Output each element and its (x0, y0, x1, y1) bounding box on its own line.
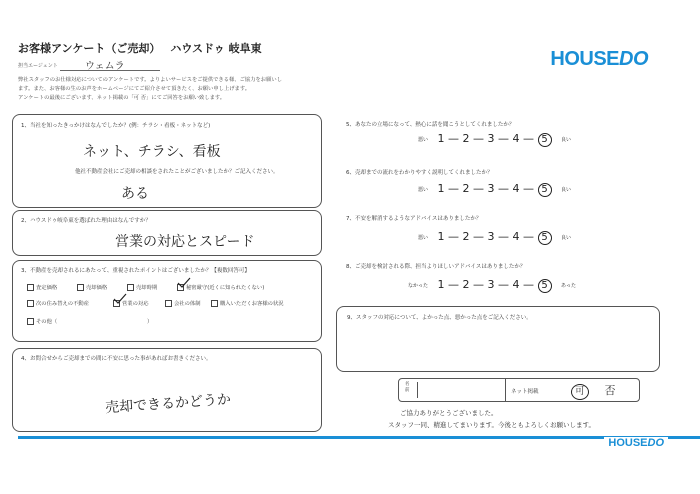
question-8-scale[interactable]: なかった 1 — 2 — 3 — 4 — 5 あった (408, 278, 576, 291)
scale-right-label: 良い (561, 186, 572, 193)
scale-value[interactable]: 4 (512, 182, 520, 195)
checkbox-icon[interactable] (165, 300, 172, 307)
name-label: 名前 (405, 382, 410, 393)
scale-value[interactable]: 1 (437, 182, 445, 195)
scale-value[interactable]: 2 (462, 230, 470, 243)
question-7-text: 7、不安を解消するようなアドバイスはありましたか？ (346, 216, 482, 222)
option-company-structure[interactable] (165, 299, 201, 307)
scale-value[interactable]: 4 (512, 132, 520, 145)
no-option[interactable]: 否 (604, 384, 616, 397)
housedo-logo (550, 48, 648, 71)
option-sale-timing[interactable] (127, 283, 157, 291)
scale-value[interactable]: 1 (437, 132, 445, 145)
checkbox-icon[interactable] (27, 318, 34, 325)
question-3-box (12, 260, 322, 342)
question-1-text: 1、当社を知ったきっかけはなんでしたか？(例：チラシ・看板・ネットなど) (21, 123, 211, 129)
survey-title (18, 40, 262, 56)
net-divider (505, 379, 506, 401)
name-divider (417, 382, 418, 398)
question-8-text: 8、ご売却を検討される際、担当よりほしいアドバイスはありましたか？ (346, 264, 526, 270)
signature-box (398, 378, 640, 402)
question-2-box (12, 210, 322, 256)
scale-value[interactable]: 2 (462, 182, 470, 195)
net-publish-label: ネット掲載 (511, 389, 539, 395)
intro-text (18, 76, 348, 103)
scale-value[interactable]: 1 (437, 230, 445, 243)
option-label: 売却時期 (136, 285, 158, 291)
option-label: 営業の対応 (122, 301, 149, 307)
question-1-sub-text: 他社不動産会社にご売却の相談をされたことがございましたか？ご記入ください。 (75, 169, 279, 175)
logo-main: HOUSE (550, 48, 619, 70)
checkbox-icon[interactable] (127, 284, 134, 291)
thanks-text: ご協力ありがとうございました。 (400, 409, 498, 417)
checkmark-icon (113, 293, 127, 305)
scale-value[interactable]: 3 (487, 278, 495, 291)
question-4-answer[interactable]: 売却できるかどうか (104, 391, 232, 417)
scale-value[interactable]: 4 (512, 230, 520, 243)
checkbox-icon[interactable] (211, 300, 218, 307)
question-9-box (336, 306, 660, 372)
question-4-text: 4、お問合せからご売却までの間に不安に思った事があればお書きください。 (21, 356, 212, 362)
scale-value[interactable]: 2 (462, 278, 470, 291)
footer-logo-main: HOUSE (608, 437, 648, 449)
footer-logo-accent: DO (647, 437, 664, 449)
scale-left-label: 悪い (418, 136, 429, 143)
scale-value-selected[interactable]: 5 (538, 133, 552, 147)
scale-right-label: 良い (561, 136, 572, 143)
scale-left-label: 悪い (418, 234, 429, 241)
option-other[interactable] (27, 317, 57, 325)
checkbox-icon[interactable] (27, 284, 34, 291)
scale-value-selected[interactable]: 5 (538, 279, 552, 293)
option-label: 会社の体制 (174, 301, 201, 307)
net-publish-choice[interactable] (571, 382, 617, 400)
option-label: 次の住み替えの不動産 (36, 301, 89, 307)
closing-text: スタッフ一同、精進してまいります。今後ともよろしくお願いします。 (388, 421, 595, 429)
intro-line: 弊社スタッフのお仕様対応についてのアンケートです。よりよいサービスをご提供できる様、ご協力をお願いし (18, 77, 282, 83)
option-sale-price[interactable] (77, 283, 107, 291)
question-2-answer[interactable]: 営業の対応とスピード (115, 234, 255, 250)
option-buyer-situation[interactable] (211, 299, 284, 307)
footer-rule (18, 436, 700, 439)
scale-value[interactable]: 3 (487, 182, 495, 195)
scale-right-label: 良い (561, 234, 572, 241)
option-label: その他（ (36, 319, 58, 325)
agent-name: ウェムラ (85, 61, 125, 72)
question-1-answer[interactable]: ネット、チラシ、看板 (83, 144, 221, 160)
scale-value[interactable]: 3 (487, 230, 495, 243)
scale-left-label: 悪い (418, 186, 429, 193)
yes-option[interactable]: 可 (571, 384, 589, 400)
footer-logo (604, 437, 668, 449)
agent-label: 担当エージェント (18, 63, 58, 69)
scale-value-selected[interactable]: 5 (538, 231, 552, 245)
question-2-text: 2、ハウスドゥ岐阜東を選ばれた理由はなんですか？ (21, 218, 151, 224)
scale-right-label: あった (561, 282, 576, 289)
option-label: 査定価格 (36, 285, 58, 291)
scale-value[interactable]: 2 (462, 132, 470, 145)
option-next-property[interactable] (27, 299, 89, 307)
scale-value[interactable]: 3 (487, 132, 495, 145)
intro-line: アンケートの最後にございます、ネット掲載の「可 否」にてご回答をお願い致します。 (18, 95, 226, 101)
store-name: ハウスドゥ 岐阜東 (170, 42, 262, 55)
scale-value[interactable]: 1 (437, 278, 445, 291)
checkmark-icon (177, 277, 191, 289)
checkbox-icon[interactable] (27, 300, 34, 307)
scale-left-label: なかった (408, 282, 429, 289)
question-1-sub-answer[interactable]: ある (121, 186, 149, 202)
question-6-scale[interactable]: 悪い 1 — 2 — 3 — 4 — 5 良い (418, 182, 572, 195)
question-3-text: 3、不動産を売却されるにあたって、重視されたポイントはございましたか？【複数回答可】 (21, 268, 250, 274)
question-5-scale[interactable]: 悪い 1 — 2 — 3 — 4 — 5 良い (418, 132, 572, 145)
intro-line: ます。また、お客様の生のお声をホームページにてご紹介させて頂きたく、お願い申し上げます。 (18, 86, 251, 92)
question-1-box (12, 114, 322, 208)
question-5-text: 5、あなたの立場になって、熱心に話を聞こうとしてくれましたか？ (346, 122, 515, 128)
question-4-box (12, 348, 322, 432)
question-7-scale[interactable]: 悪い 1 — 2 — 3 — 4 — 5 良い (418, 230, 572, 243)
option-other-close: ） (147, 319, 153, 325)
question-6-text: 6、売却までの流れをわかりやすく説明してくれましたか？ (346, 170, 493, 176)
option-assessment-price[interactable] (27, 283, 57, 291)
scale-value-selected[interactable]: 5 (538, 183, 552, 197)
option-label: 秘密厳守(近くに知られたくない) (186, 285, 265, 291)
option-label: 売却価格 (86, 285, 108, 291)
option-label: 購入いただくお客様の状況 (220, 301, 284, 307)
checkbox-icon[interactable] (77, 284, 84, 291)
scale-value[interactable]: 4 (512, 278, 520, 291)
title-text: お客様アンケート（ご売却） (18, 42, 161, 55)
logo-accent: DO (619, 48, 648, 70)
question-9-text: 9、スタッフの対応について、よかった点、悪かった点をご記入ください。 (347, 315, 532, 321)
